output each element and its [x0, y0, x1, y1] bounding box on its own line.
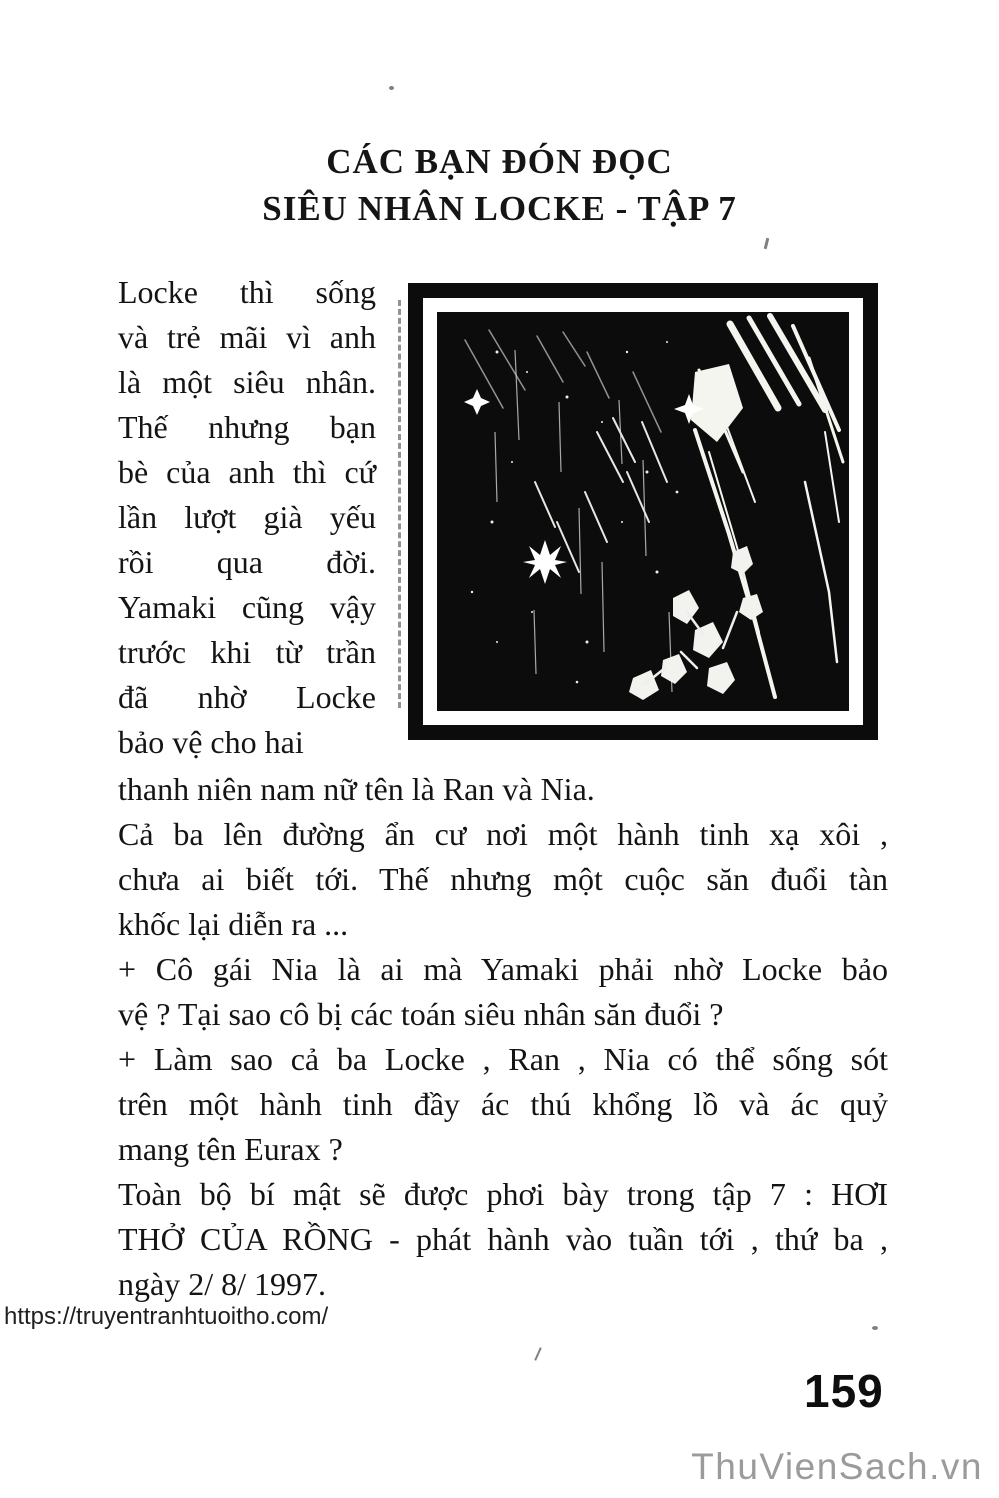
page-header [0, 138, 999, 232]
text-line: Yamaki cũng vậy [118, 589, 376, 625]
scan-frame-ticks [398, 300, 401, 708]
text-line: vệ ? Tại sao cô bị các toán siêu nhân săn đuổi ? [118, 996, 724, 1032]
title-line-1: CÁC BẠN ĐÓN ĐỌC [326, 142, 673, 181]
text-line: + Làm sao cả ba Locke , Ran , Nia có thể sống sót [118, 1041, 888, 1077]
text-line: trước khi từ trần [118, 634, 376, 670]
text-line: + Cô gái Nia là ai mà Yamaki phải nhờ Locke bảo [118, 951, 888, 987]
illustration [408, 283, 878, 740]
text-line: là một siêu nhân. [118, 364, 376, 400]
text-line: lần lượt già yếu [118, 499, 376, 535]
text-line: THỞ CỦA RỒNG - phát hành vào tuần tới , thứ ba , [118, 1221, 888, 1257]
text-line: ngày 2/ 8/ 1997. [118, 1266, 326, 1302]
scan-artifact [872, 1326, 878, 1330]
cliff-woodcut-image [437, 312, 849, 711]
text-line: chưa ai biết tới. Thế nhưng một cuộc săn đuổi tàn [118, 861, 888, 897]
text-line: thanh niên nam nữ tên là Ran và Nia. [118, 771, 595, 807]
text-line: Toàn bộ bí mật sẽ được phơi bày trong tập 7 : HƠI [118, 1176, 888, 1212]
source-url: https://truyentranhtuoitho.com/ [4, 1303, 329, 1330]
text-line: trên một hành tinh đầy ác thú khổng lồ và ác quỷ [118, 1086, 888, 1122]
page-number: 159 [804, 1365, 884, 1417]
scan-artifact [764, 238, 770, 249]
scan-artifact [389, 86, 394, 90]
title-line-2: SIÊU NHÂN LOCKE - TẬP 7 [262, 189, 737, 228]
watermark: ThuVienSach.vn [691, 1446, 983, 1487]
text-line: Thế nhưng bạn [118, 409, 376, 445]
text-line: bè của anh thì cứ [118, 454, 376, 490]
text-line: mang tên Eurax ? [118, 1131, 343, 1167]
text-line: đã nhờ Locke [118, 679, 376, 715]
text-line: Cả ba lên đường ẩn cư nơi một hành tinh xạ xôi , [118, 816, 888, 852]
text-line: rồi qua đời. [118, 544, 376, 580]
intro-column [118, 270, 376, 765]
text-line: và trẻ mãi vì anh [118, 319, 376, 355]
scan-artifact [534, 1347, 542, 1361]
text-line: bảo vệ cho hai [118, 724, 304, 760]
text-line: khốc lại diễn ra ... [118, 906, 349, 942]
body-text [118, 767, 888, 1307]
text-line: Locke thì sống [118, 274, 376, 310]
